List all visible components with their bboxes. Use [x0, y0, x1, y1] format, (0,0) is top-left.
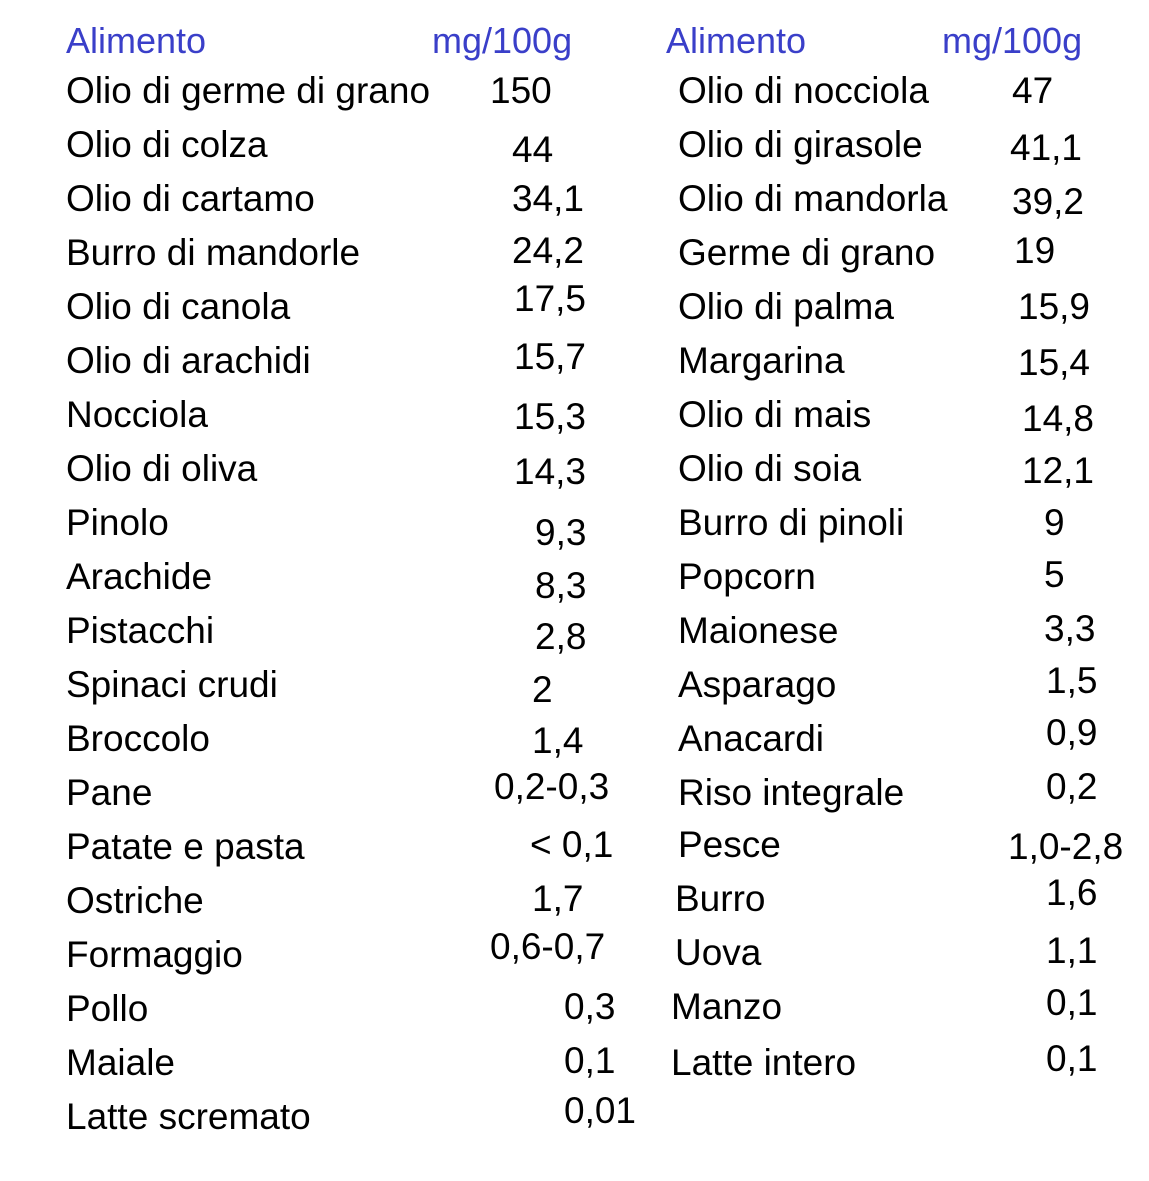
right-value-12: 0,9	[1046, 712, 1098, 753]
left-value-1: 44	[512, 129, 554, 170]
left-food-17: Pollo	[66, 988, 149, 1029]
right-value-13: 0,2	[1046, 766, 1098, 807]
left-food-12: Broccolo	[66, 718, 210, 759]
right-value-7: 12,1	[1022, 450, 1095, 491]
header-right-value: mg/100g	[942, 20, 1083, 61]
right-food-5: Margarina	[678, 340, 845, 381]
right-value-3: 19	[1014, 230, 1056, 271]
left-value-0: 150	[490, 70, 552, 111]
right-food-16: Uova	[675, 932, 762, 973]
left-food-2: Olio di cartamo	[66, 178, 315, 219]
right-value-14: 1,0-2,8	[1008, 826, 1124, 867]
left-value-19: 0,01	[564, 1090, 637, 1131]
left-food-10: Pistacchi	[66, 610, 215, 651]
left-value-5: 15,7	[514, 336, 587, 377]
left-value-2: 34,1	[512, 178, 585, 219]
left-value-3: 24,2	[512, 230, 585, 271]
right-value-11: 1,5	[1046, 660, 1098, 701]
left-food-0: Olio di germe di grano	[66, 70, 431, 111]
right-food-9: Popcorn	[678, 556, 816, 597]
right-food-13: Riso integrale	[678, 772, 905, 813]
left-food-9: Arachide	[66, 556, 213, 597]
left-food-8: Pinolo	[66, 502, 169, 543]
left-food-7: Olio di oliva	[66, 448, 258, 489]
right-food-18: Latte intero	[671, 1042, 857, 1083]
right-value-16: 1,1	[1046, 930, 1098, 971]
left-food-19: Latte scremato	[66, 1096, 311, 1137]
right-food-4: Olio di palma	[678, 286, 894, 327]
left-value-10: 2,8	[535, 616, 587, 657]
left-value-7: 14,3	[514, 451, 587, 492]
left-food-6: Nocciola	[66, 394, 208, 435]
right-food-17: Manzo	[671, 986, 783, 1027]
right-food-6: Olio di mais	[678, 394, 872, 435]
right-value-17: 0,1	[1046, 982, 1098, 1023]
right-value-18: 0,1	[1046, 1038, 1098, 1079]
left-food-4: Olio di canola	[66, 286, 291, 327]
right-food-3: Germe di grano	[678, 232, 936, 273]
left-value-17: 0,3	[564, 986, 616, 1027]
left-food-18: Maiale	[66, 1042, 175, 1083]
left-food-15: Ostriche	[66, 880, 204, 921]
right-food-8: Burro di pinoli	[678, 502, 905, 543]
right-value-4: 15,9	[1018, 286, 1091, 327]
right-value-5: 15,4	[1018, 342, 1091, 383]
right-food-14: Pesce	[678, 824, 781, 865]
left-value-4: 17,5	[514, 278, 587, 319]
left-food-3: Burro di mandorle	[66, 232, 361, 273]
left-food-13: Pane	[66, 772, 153, 813]
right-value-10: 3,3	[1044, 608, 1096, 649]
left-food-11: Spinaci crudi	[66, 664, 278, 705]
right-food-0: Olio di nocciola	[678, 70, 929, 111]
left-value-11: 2	[532, 669, 553, 710]
left-food-1: Olio di colza	[66, 124, 268, 165]
right-food-11: Asparago	[678, 664, 837, 705]
right-value-6: 14,8	[1022, 398, 1095, 439]
right-food-7: Olio di soia	[678, 448, 862, 489]
header-left-value: mg/100g	[432, 20, 573, 61]
left-value-13: 0,2-0,3	[494, 766, 610, 807]
left-value-18: 0,1	[564, 1040, 616, 1081]
left-value-9: 8,3	[535, 565, 587, 606]
right-food-2: Olio di mandorla	[678, 178, 948, 219]
right-food-10: Maionese	[678, 610, 839, 651]
right-value-2: 39,2	[1012, 181, 1085, 222]
left-food-5: Olio di arachidi	[66, 340, 311, 381]
left-food-14: Patate e pasta	[66, 826, 305, 867]
left-value-8: 9,3	[535, 512, 587, 553]
left-value-12: 1,4	[532, 720, 584, 761]
right-value-15: 1,6	[1046, 872, 1098, 913]
left-value-16: 0,6-0,7	[490, 926, 606, 967]
right-food-15: Burro	[675, 878, 766, 919]
right-food-12: Anacardi	[678, 718, 825, 759]
right-value-0: 47	[1012, 70, 1054, 111]
left-value-14: < 0,1	[530, 824, 614, 865]
left-value-15: 1,7	[532, 878, 584, 919]
left-value-6: 15,3	[514, 396, 587, 437]
right-value-1: 41,1	[1010, 127, 1083, 168]
header-left-food: Alimento	[66, 20, 207, 61]
left-food-16: Formaggio	[66, 934, 243, 975]
header-right-food: Alimento	[666, 20, 807, 61]
right-value-9: 5	[1044, 554, 1065, 595]
right-value-8: 9	[1044, 502, 1065, 543]
right-food-1: Olio di girasole	[678, 124, 923, 165]
